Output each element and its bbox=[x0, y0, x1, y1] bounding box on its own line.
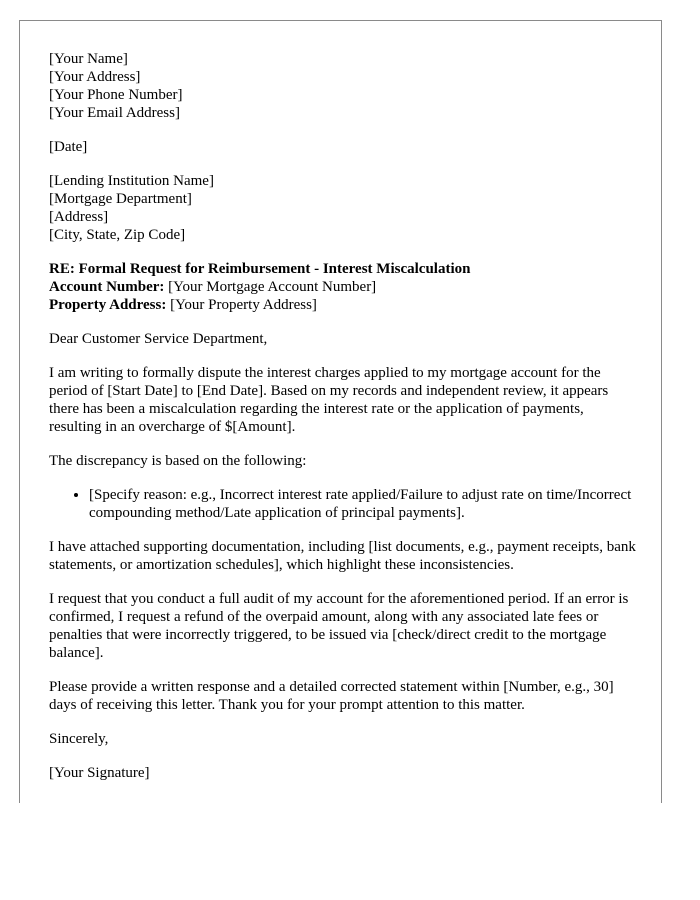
account-number-line bbox=[49, 278, 661, 296]
salutation: Dear Customer Service Department, bbox=[49, 331, 268, 347]
reason-list bbox=[49, 486, 644, 522]
date-block bbox=[49, 138, 661, 156]
body-paragraph-5: Please provide a written response and a detailed corrected statement within [Number, e.g., 30] days of receiving this letter. Thank you for your prompt attention to this matter. bbox=[49, 679, 614, 713]
property-address-label: Property Address: bbox=[49, 297, 167, 313]
body-paragraph-3: I have attached supporting documentation, including [list documents, e.g., payment receipts, bank statements, or amortization schedules], which highlight these inconsistencies. bbox=[49, 539, 636, 573]
body-paragraph-4: I request that you conduct a full audit of my account for the aforementioned period. If an error is confirmed, I request a refund of the overpaid amount, along with any associated late fees or penalties that were incorrectly triggered, to be issued via [check/direct credit to the mortgage balance]. bbox=[49, 591, 629, 661]
account-number-value: [Your Mortgage Account Number] bbox=[164, 279, 377, 295]
signature: [Your Signature] bbox=[49, 765, 150, 781]
recipient-institution: [Lending Institution Name] bbox=[49, 173, 214, 189]
recipient-address: [Address] bbox=[49, 209, 109, 225]
sender-block bbox=[49, 50, 661, 122]
subject-re-line: RE: Formal Request for Reimbursement - Interest Miscalculation bbox=[49, 261, 471, 277]
sender-phone: [Your Phone Number] bbox=[49, 87, 183, 103]
reason-list-item: • [Specify reason: e.g., Incorrect interest rate applied/Failure to adjust rate on time/Incorrect compounding method/Late application of principal payments]. bbox=[89, 486, 644, 522]
account-number-label: Account Number: bbox=[49, 279, 165, 295]
closing: Sincerely, bbox=[49, 731, 109, 747]
property-address-value: [Your Property Address] bbox=[166, 297, 317, 313]
recipient-block bbox=[49, 172, 661, 244]
sender-email: [Your Email Address] bbox=[49, 105, 180, 121]
recipient-city-state-zip: [City, State, Zip Code] bbox=[49, 227, 186, 243]
body-paragraph-1: I am writing to formally dispute the interest charges applied to my mortgage account for the period of [Start Date] to [End Date]. Based on my records and independent review, it appears there has been a miscalculation regarding the interest rate or the application of payments, resulting in an overcharge of $[Amount]. bbox=[49, 365, 609, 435]
sender-address: [Your Address] bbox=[49, 69, 141, 85]
letter-date: [Date] bbox=[49, 139, 88, 155]
body-paragraph-2: The discrepancy is based on the following: bbox=[49, 453, 307, 469]
subject-block bbox=[49, 260, 661, 314]
letter-page bbox=[19, 20, 662, 803]
recipient-department: [Mortgage Department] bbox=[49, 191, 192, 207]
property-address-line bbox=[49, 296, 661, 314]
sender-name: [Your Name] bbox=[49, 51, 128, 67]
